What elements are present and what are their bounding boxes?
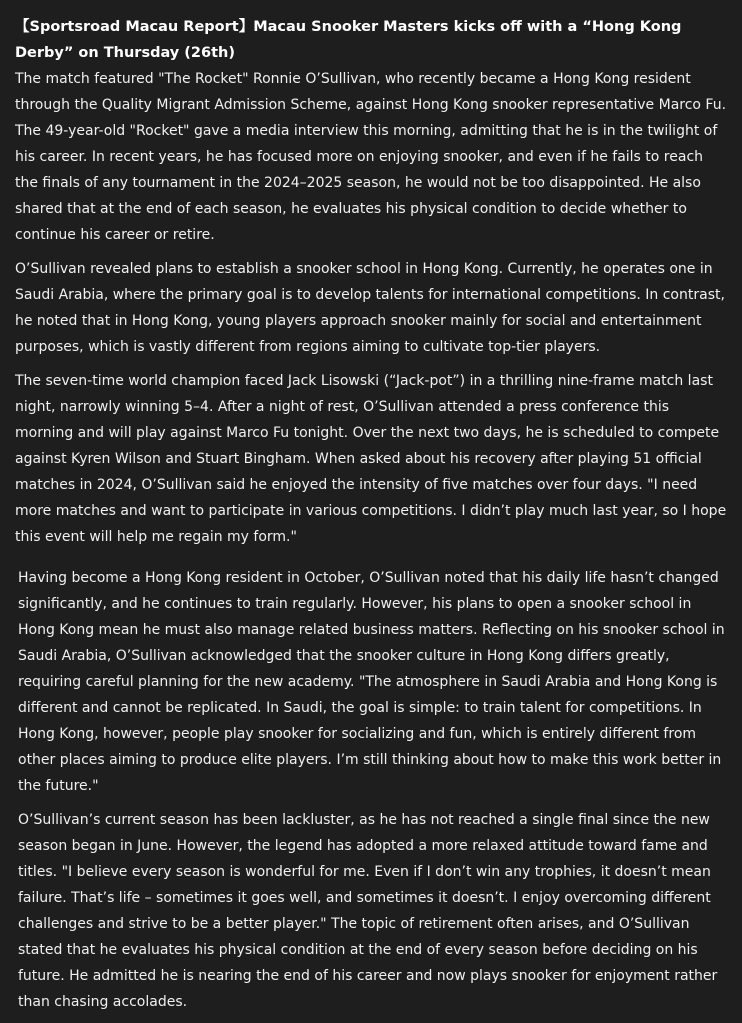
article-headline: 【Sportsroad Macau Report】Macau Snooker Masters kicks off with a “Hong Kong Derby” on Thursday (26th) — [15, 19, 682, 61]
article-paragraph: The seven-time world champion faced Jack Lisowski (“Jack-pot”) in a thrilling nine-frame match last night, narrowly winning 5–4. After a night of rest, O’Sullivan attended a press conference this morning and will play against Marco Fu tonight. Over the next two days, he is scheduled to compete against Kyren Wilson and Stuart Bingham. When asked about his recovery after playing 51 official matches in 2024, O’Sullivan said he enjoyed the intensity of five matches over four days. "I need more matches and want to participate in various competitions. I didn’t play much last year, so I hope this event will help me regain my form." — [15, 373, 727, 545]
article-section-continued — [15, 565, 727, 1015]
article-paragraph: O’Sullivan revealed plans to establish a snooker school in Hong Kong. Currently, he operates one in Saudi Arabia, where the primary goal is to develop talents for international competitions. In contrast, he noted that in Hong Kong, young players approach snooker mainly for social and entertainment purposes, which is vastly different from regions aiming to cultivate top-tier players. — [15, 261, 725, 355]
article-paragraph: Having become a Hong Kong resident in October, O’Sullivan noted that his daily life hasn’t changed significantly, and he continues to train regularly. However, his plans to open a snooker school in Hong Kong mean he must also manage related business matters. Reflecting on his snooker school in Saudi Arabia, O’Sullivan acknowledged that the snooker culture in Hong Kong differs greatly, requiring careful planning for the new academy. "The atmosphere in Saudi Arabia and Hong Kong is different and cannot be replicated. In Saudi, the goal is simple: to train talent for competitions. In Hong Kong, however, people play snooker for socializing and fun, which is entirely different from other places aiming to produce elite players. I’m still thinking about how to make this work better in the future." — [18, 570, 725, 794]
article-paragraph: The match featured "The Rocket" Ronnie O’Sullivan, who recently became a Hong Kong resident through the Quality Migrant Admission Scheme, against Hong Kong snooker representative Marco Fu. The 49-year-old "Rocket" gave a media interview this morning, admitting that he is in the twilight of his career. In recent years, he has focused more on enjoying snooker, and even if he fails to reach the finals of any tournament in the 2024–2025 season, he would not be too disappointed. He also shared that at the end of each season, he evaluates his physical condition to decide whether to continue his career or retire. — [15, 71, 727, 243]
article-paragraph: O’Sullivan’s current season has been lackluster, as he has not reached a single final since the new season began in June. However, the legend has adopted a more relaxed attitude toward fame and titles. "I believe every season is wonderful for me. Even if I don’t win any trophies, it doesn’t mean failure. That’s life – sometimes it goes well, and sometimes it doesn’t. I enjoy overcoming different challenges and strive to be a better player." The topic of retirement often arises, and O’Sullivan stated that he evaluates his physical condition at the end of every season before deciding on his future. He admitted he is nearing the end of his career and now plays snooker for enjoyment rather than chasing accolades. — [18, 812, 718, 1010]
